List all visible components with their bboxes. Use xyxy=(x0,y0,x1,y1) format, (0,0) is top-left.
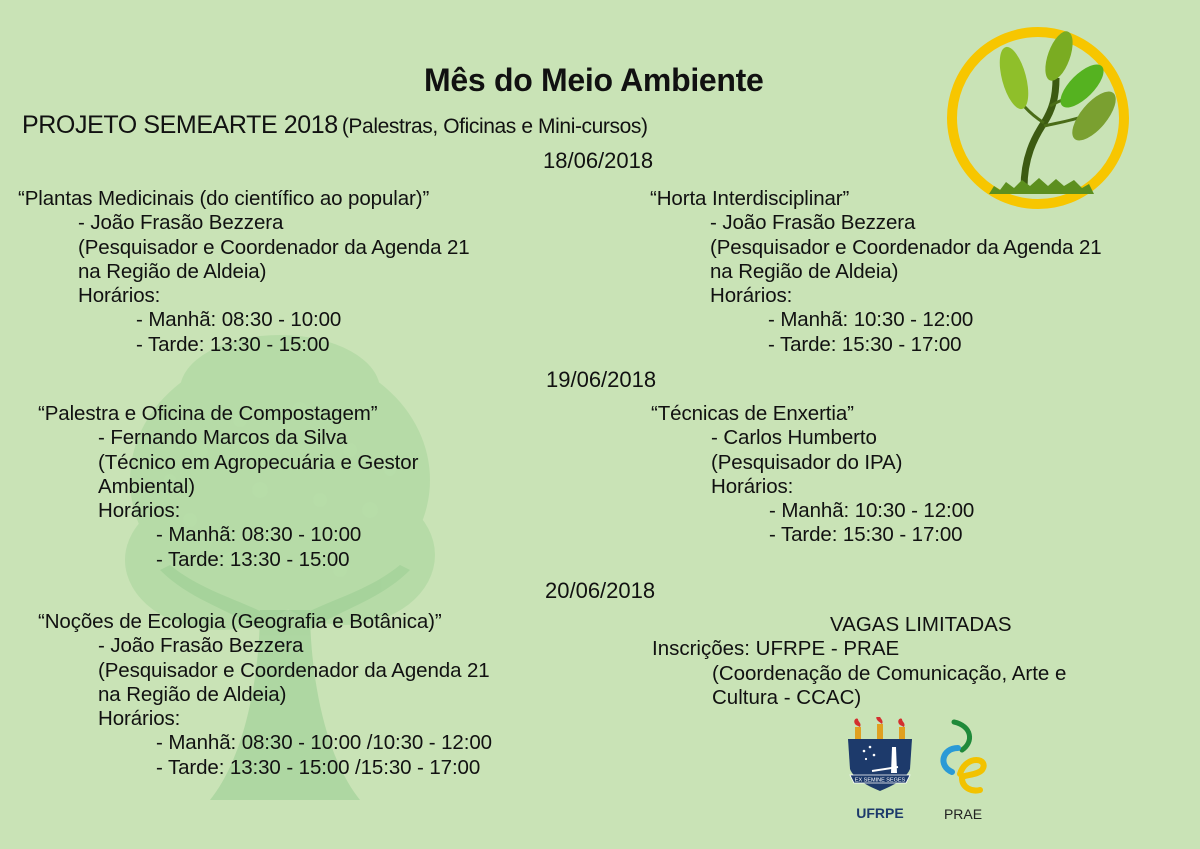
event-speaker: - Fernando Marcos da Silva xyxy=(98,426,348,450)
registration-info xyxy=(652,613,1066,710)
registration-label: Inscrições: UFRPE - PRAE xyxy=(652,637,900,661)
prae-logo xyxy=(928,718,998,822)
schedule-afternoon: - Tarde: 13:30 - 15:00 xyxy=(136,332,330,356)
event-nocoes-ecologia xyxy=(38,610,492,780)
schedule-label: Horários: xyxy=(711,474,794,498)
ufrpe-caption: UFRPE xyxy=(856,805,904,821)
project-subtitle xyxy=(22,111,648,140)
event-role: (Pesquisador do IPA) xyxy=(711,450,903,474)
event-role: na Região de Aldeia) xyxy=(78,259,267,283)
project-name: PROJETO SEMEARTE 2018 xyxy=(22,111,338,139)
schedule-label: Horários: xyxy=(98,499,181,523)
event-plantas-medicinais xyxy=(18,187,470,357)
plant-logo-icon xyxy=(944,18,1132,210)
prae-caption: PRAE xyxy=(943,806,983,822)
schedule-label: Horários: xyxy=(710,284,793,308)
schedule-label: Horários: xyxy=(98,707,181,731)
page-title: Mês do Meio Ambiente xyxy=(424,62,764,98)
event-title: “Horta Interdisciplinar” xyxy=(650,187,850,210)
schedule-morning: - Manhã: 10:30 - 12:00 xyxy=(769,499,975,523)
event-title: “Palestra e Oficina de Compostagem” xyxy=(38,402,378,425)
event-title: “Noções de Ecologia (Geografia e Botânica)” xyxy=(38,610,442,633)
event-title: “Técnicas de Enxertia” xyxy=(651,402,854,425)
prae-mark-icon xyxy=(928,718,998,800)
event-role: (Pesquisador e Coordenador da Agenda 21 xyxy=(78,235,470,259)
project-detail: (Palestras, Oficinas e Mini-cursos) xyxy=(341,115,648,138)
event-role: (Pesquisador e Coordenador da Agenda 21 xyxy=(98,658,490,682)
schedule-afternoon: - Tarde: 13:30 - 15:00 /15:30 - 17:00 xyxy=(156,755,481,779)
event-speaker: - João Frasão Bezzera xyxy=(78,211,284,235)
event-compostagem xyxy=(38,402,418,572)
event-horta-interdisciplinar xyxy=(650,187,1102,357)
date-heading-day-3: 20/06/2018 xyxy=(545,578,656,603)
event-role: (Pesquisador e Coordenador da Agenda 21 xyxy=(710,235,1102,259)
schedule-afternoon: - Tarde: 15:30 - 17:00 xyxy=(769,523,963,547)
date-heading-day-2: 19/06/2018 xyxy=(546,367,657,392)
ufrpe-crest-icon xyxy=(842,717,918,803)
schedule-afternoon: - Tarde: 15:30 - 17:00 xyxy=(768,332,962,356)
event-title: “Plantas Medicinais (do científico ao popular)” xyxy=(18,187,430,210)
registration-detail: (Coordenação de Comunicação, Arte e xyxy=(712,661,1067,685)
event-tecnicas-enxertia xyxy=(651,402,974,548)
schedule-morning: - Manhã: 08:30 - 10:00 xyxy=(156,523,362,547)
schedule-afternoon: - Tarde: 13:30 - 15:00 xyxy=(156,547,350,571)
event-speaker: - João Frasão Bezzera xyxy=(98,634,304,658)
ufrpe-motto: EX SEMINE SEGES xyxy=(854,777,906,784)
event-role: Ambiental) xyxy=(98,474,195,498)
schedule-label: Horários: xyxy=(78,284,161,308)
event-speaker: - João Frasão Bezzera xyxy=(710,211,916,235)
date-heading-day-1: 18/06/2018 xyxy=(543,148,654,173)
registration-detail: Cultura - CCAC) xyxy=(712,685,862,709)
event-role: na Região de Aldeia) xyxy=(98,682,287,706)
event-role: (Técnico em Agropecuária e Gestor xyxy=(98,450,419,474)
ufrpe-logo xyxy=(842,717,918,821)
event-speaker: - Carlos Humberto xyxy=(711,426,877,450)
event-role: na Região de Aldeia) xyxy=(710,259,899,283)
schedule-morning: - Manhã: 08:30 - 10:00 /10:30 - 12:00 xyxy=(156,731,492,755)
limited-spots-notice: VAGAS LIMITADAS xyxy=(830,613,1012,636)
schedule-morning: - Manhã: 08:30 - 10:00 xyxy=(136,308,342,332)
schedule-morning: - Manhã: 10:30 - 12:00 xyxy=(768,308,974,332)
